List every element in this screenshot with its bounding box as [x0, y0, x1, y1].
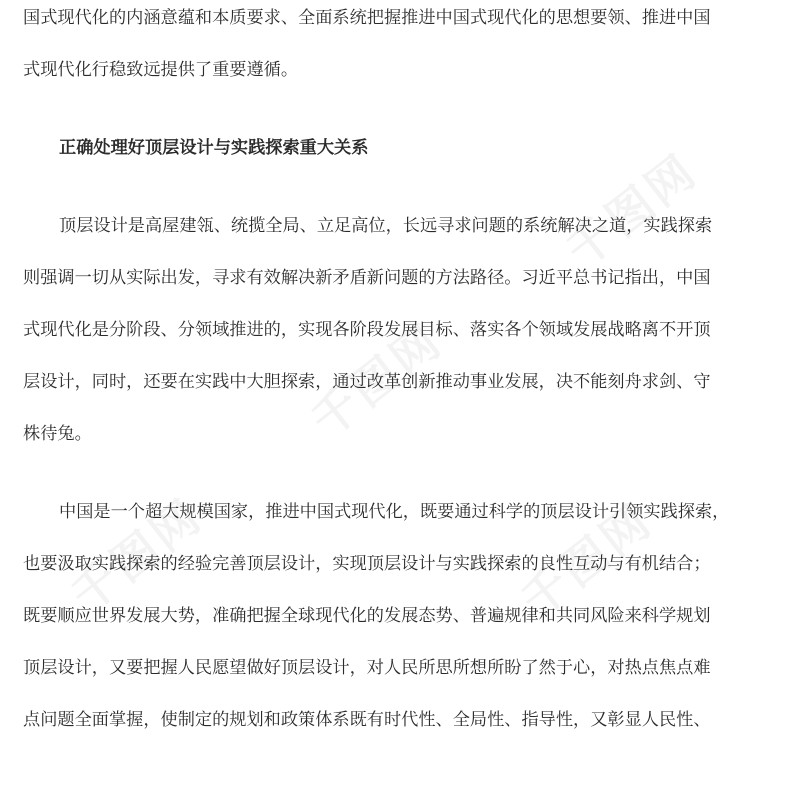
watermark: 千图网 [511, 492, 663, 628]
article-body [23, 0, 783, 746]
text-line: 既要顺应世界发展大势，准确把握全球现代化的发展态势、普遍规律和共同风险来科学规划 [23, 606, 711, 626]
paragraph-1 [23, 200, 783, 460]
text-line: 也要汲取实践探索的经验完善顶层设计，实现顶层设计与实践探索的良性互动与有机结合； [23, 554, 711, 574]
text-line: 层设计，同时，还要在实践中大胆探索，通过改革创新推动事业发展，决不能刻舟求剑、守 [23, 372, 711, 392]
text-line: 顶层设计是高屋建瓴、统揽全局、立足高位，长远寻求问题的系统解决之道，实践探索 [59, 216, 713, 236]
text-line: 式现代化行稳致远提供了重要遵循。 [23, 60, 299, 80]
text-line: 株待兔。 [23, 424, 92, 444]
text-line: 顶层设计，又要把握人民愿望做好顶层设计，对人民所思所想所盼了然于心，对热点焦点难 [23, 658, 711, 678]
paragraph-2 [23, 486, 783, 746]
watermark: 千图网 [301, 312, 453, 448]
section-heading: 正确处理好顶层设计与实践探索重大关系 [59, 138, 369, 158]
text-line: 则强调一切从实际出发，寻求有效解决新矛盾新问题的方法路径。习近平总书记指出，中国 [23, 268, 711, 288]
paragraph-intro [23, 0, 783, 96]
text-line: 式现代化是分阶段、分领域推进的，实现各阶段发展目标、落实各个领域发展战略离不开顶 [23, 320, 711, 340]
text-line: 国式现代化的内涵意蕴和本质要求、全面系统把握推进中国式现代化的思想要领、推进中国 [23, 8, 711, 28]
watermark: 千图网 [61, 487, 213, 623]
watermark: 千图网 [556, 142, 708, 278]
text-line: 点问题全面掌握，使制定的规划和政策体系既有时代性、全局性、指导性，又彰显人民性、 [23, 710, 711, 730]
text-line: 中国是一个超大规模国家，推进中国式现代化，既要通过科学的顶层设计引领实践探索， [59, 502, 730, 522]
